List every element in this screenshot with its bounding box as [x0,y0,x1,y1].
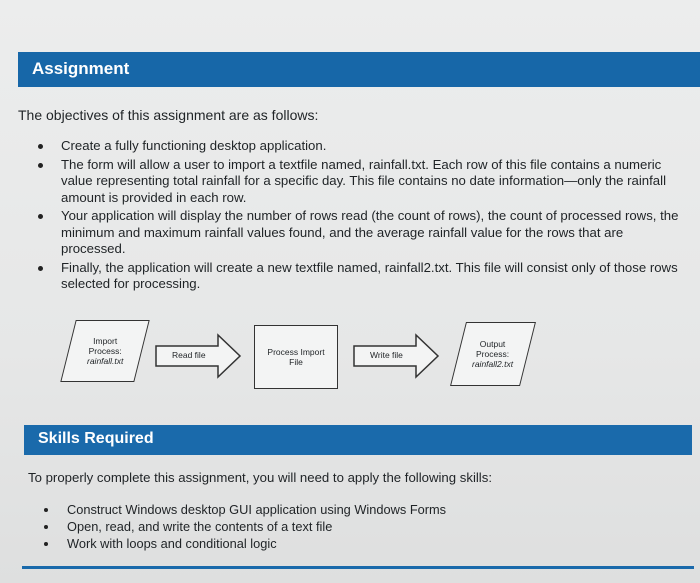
objective-item: The form will allow a user to import a textfile named, rainfall.txt. Each row of this file contains a numeric value representing total rainfall for a specific day. This file contains no date information—only the rainfall amount is provided in each row. [36,157,686,207]
read-file-arrow [154,333,244,379]
skills-intro: To properly complete this assignment, you will need to apply the following skills: [28,470,492,485]
skill-item: Construct Windows desktop GUI application using Windows Forms [42,501,446,518]
objective-item: Your application will display the number of rows read (the count of rows), the count of processed rows, the minimum and maximum rainfall values found, and the average rainfall value for the rows that are processed. [36,208,686,258]
process-import-box [254,325,338,389]
skill-item: Open, read, and write the contents of a text file [42,518,446,535]
skills-title: Skills Required [38,430,154,447]
process-line1: Process Import [267,347,325,357]
objective-item: Create a fully functioning desktop application. [36,138,686,155]
output-line2: Process: [476,349,510,359]
bottom-divider [22,566,694,569]
input-process-shape [60,320,149,382]
skills-header-band [24,425,692,455]
objectives-intro: The objectives of this assignment are as follows: [18,107,319,123]
process-flow-diagram [0,310,700,410]
read-file-label: Read file [172,350,206,360]
write-file-arrow [352,333,442,379]
process-line2: File [289,357,303,367]
skill-item: Work with loops and conditional logic [42,535,446,552]
objective-item: Finally, the application will create a new textfile named, rainfall2.txt. This file will consist only of those rows selected for processing. [36,260,686,293]
assignment-title: Assignment [32,59,130,78]
skills-list [42,501,446,552]
objectives-list [36,138,686,295]
input-filename: rainfall.txt [86,356,124,366]
input-line1: Import [92,336,118,346]
assignment-header-band [18,52,700,87]
write-file-label: Write file [370,350,403,360]
output-filename: rainfall2.txt [472,359,514,369]
input-line2: Process: [88,346,122,356]
output-process-shape [450,322,536,386]
output-line1: Output [480,339,506,349]
